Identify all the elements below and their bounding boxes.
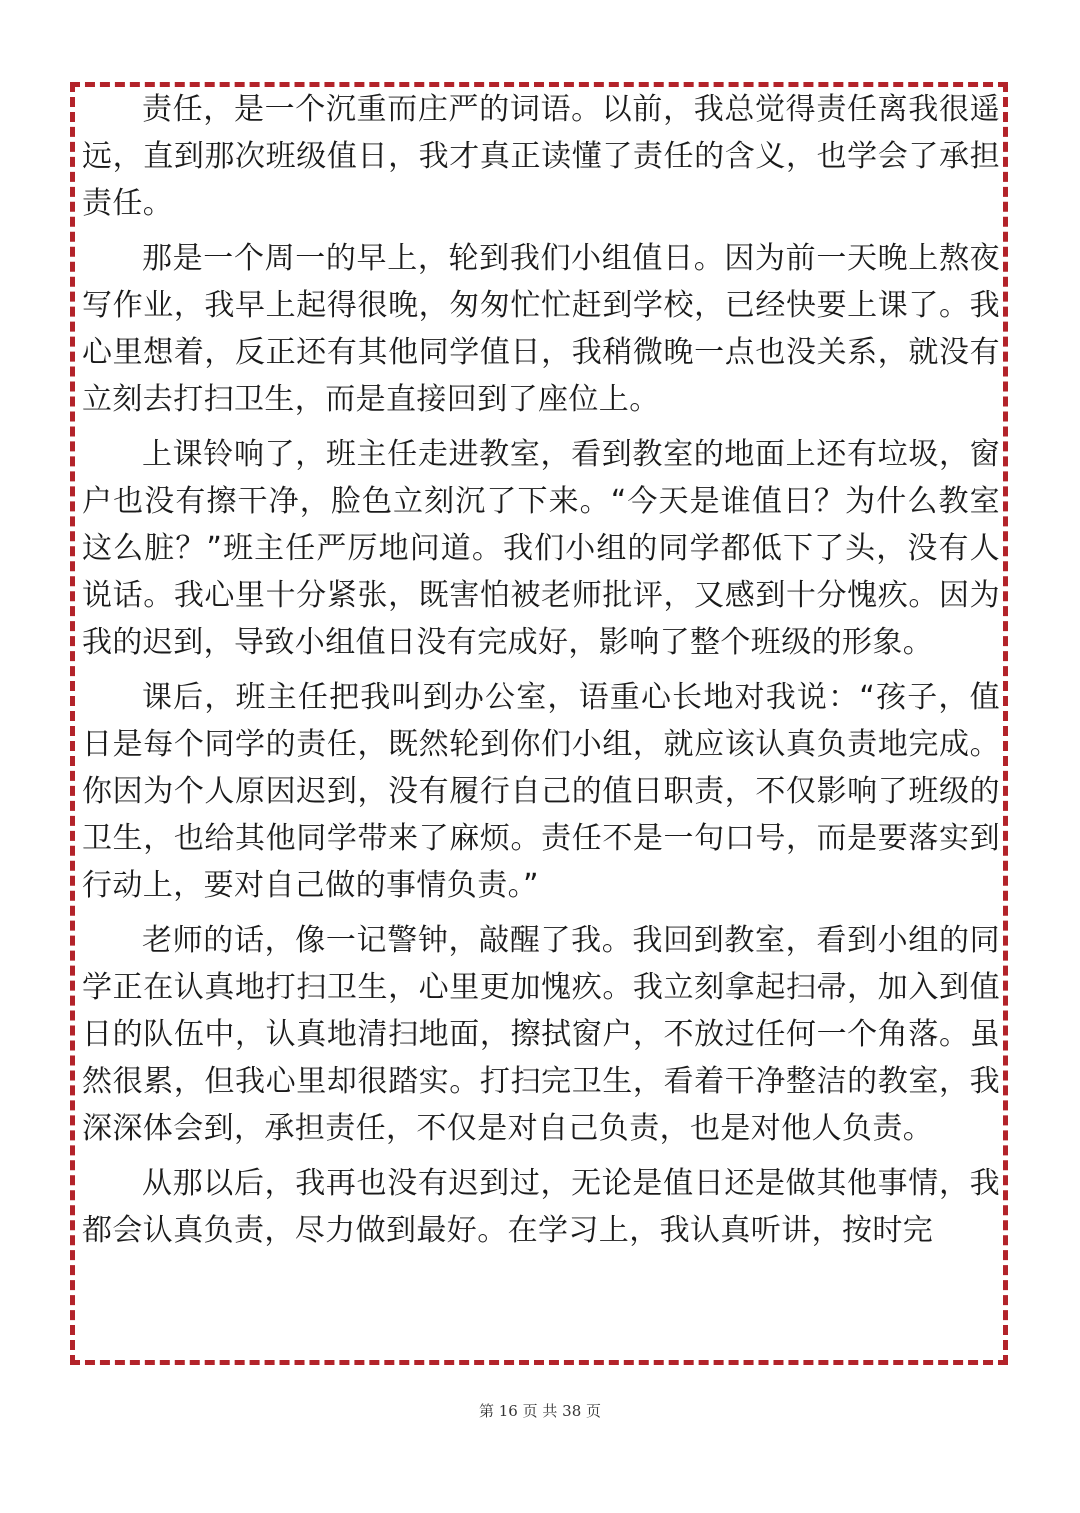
footer-suffix: 页 [586,1402,602,1420]
page-number-footer [0,1400,1080,1421]
paragraph-5: 老师的话，像一记警钟，敲醒了我。我回到教室，看到小组的同学正在认真地打扫卫生，心里更加愧疚。我立刻拿起扫帚，加入到值日的队伍中，认真地清扫地面，擦拭窗户，不放过任何一个角落。虽然很累，但我心里却很踏实。打扫完卫生，看着干净整洁的教室，我深深体会到，承担责任，不仅是对自己负责，也是对他人负责。 [82,923,1000,1146]
paragraph-3: 上课铃响了，班主任走进教室，看到教室的地面上还有垃圾，窗户也没有擦干净，脸色立刻沉了下来。“今天是谁值日？为什么教室这么脏？”班主任严厉地问道。我们小组的同学都低下了头，没有人说话。我心里十分紧张，既害怕被老师批评，又感到十分愧疚。因为我的迟到，导致小组值日没有完成好，影响了整个班级的形象。 [82,437,1000,660]
footer-prefix: 第 [478,1402,494,1420]
essay-body [82,86,1000,1262]
paragraph-6: 从那以后，我再也没有迟到过，无论是值日还是做其他事情，我都会认真负责，尽力做到最好。在学习上，我认真听讲，按时完 [82,1166,1000,1248]
footer-middle: 页 共 [522,1402,558,1420]
paragraph-2: 那是一个周一的早上，轮到我们小组值日。因为前一天晚上熬夜写作业，我早上起得很晚，匆匆忙忙赶到学校，已经快要上课了。我心里想着，反正还有其他同学值日，我稍微晚一点也没关系，就没有立刻去打扫卫生，而是直接回到了座位上。 [82,241,1000,417]
paragraph-1: 责任，是一个沉重而庄严的词语。以前，我总觉得责任离我很遥远，直到那次班级值日，我才真正读懂了责任的含义，也学会了承担责任。 [82,92,1000,221]
total-page-number: 38 [562,1402,582,1420]
current-page-number: 16 [498,1402,518,1420]
paragraph-4: 课后，班主任把我叫到办公室，语重心长地对我说：“孩子，值日是每个同学的责任，既然轮到你们小组，就应该认真负责地完成。你因为个人原因迟到，没有履行自己的值日职责，不仅影响了班级的卫生，也给其他同学带来了麻烦。责任不是一句口号，而是要落实到行动上，要对自己做的事情负责。” [82,680,1000,903]
